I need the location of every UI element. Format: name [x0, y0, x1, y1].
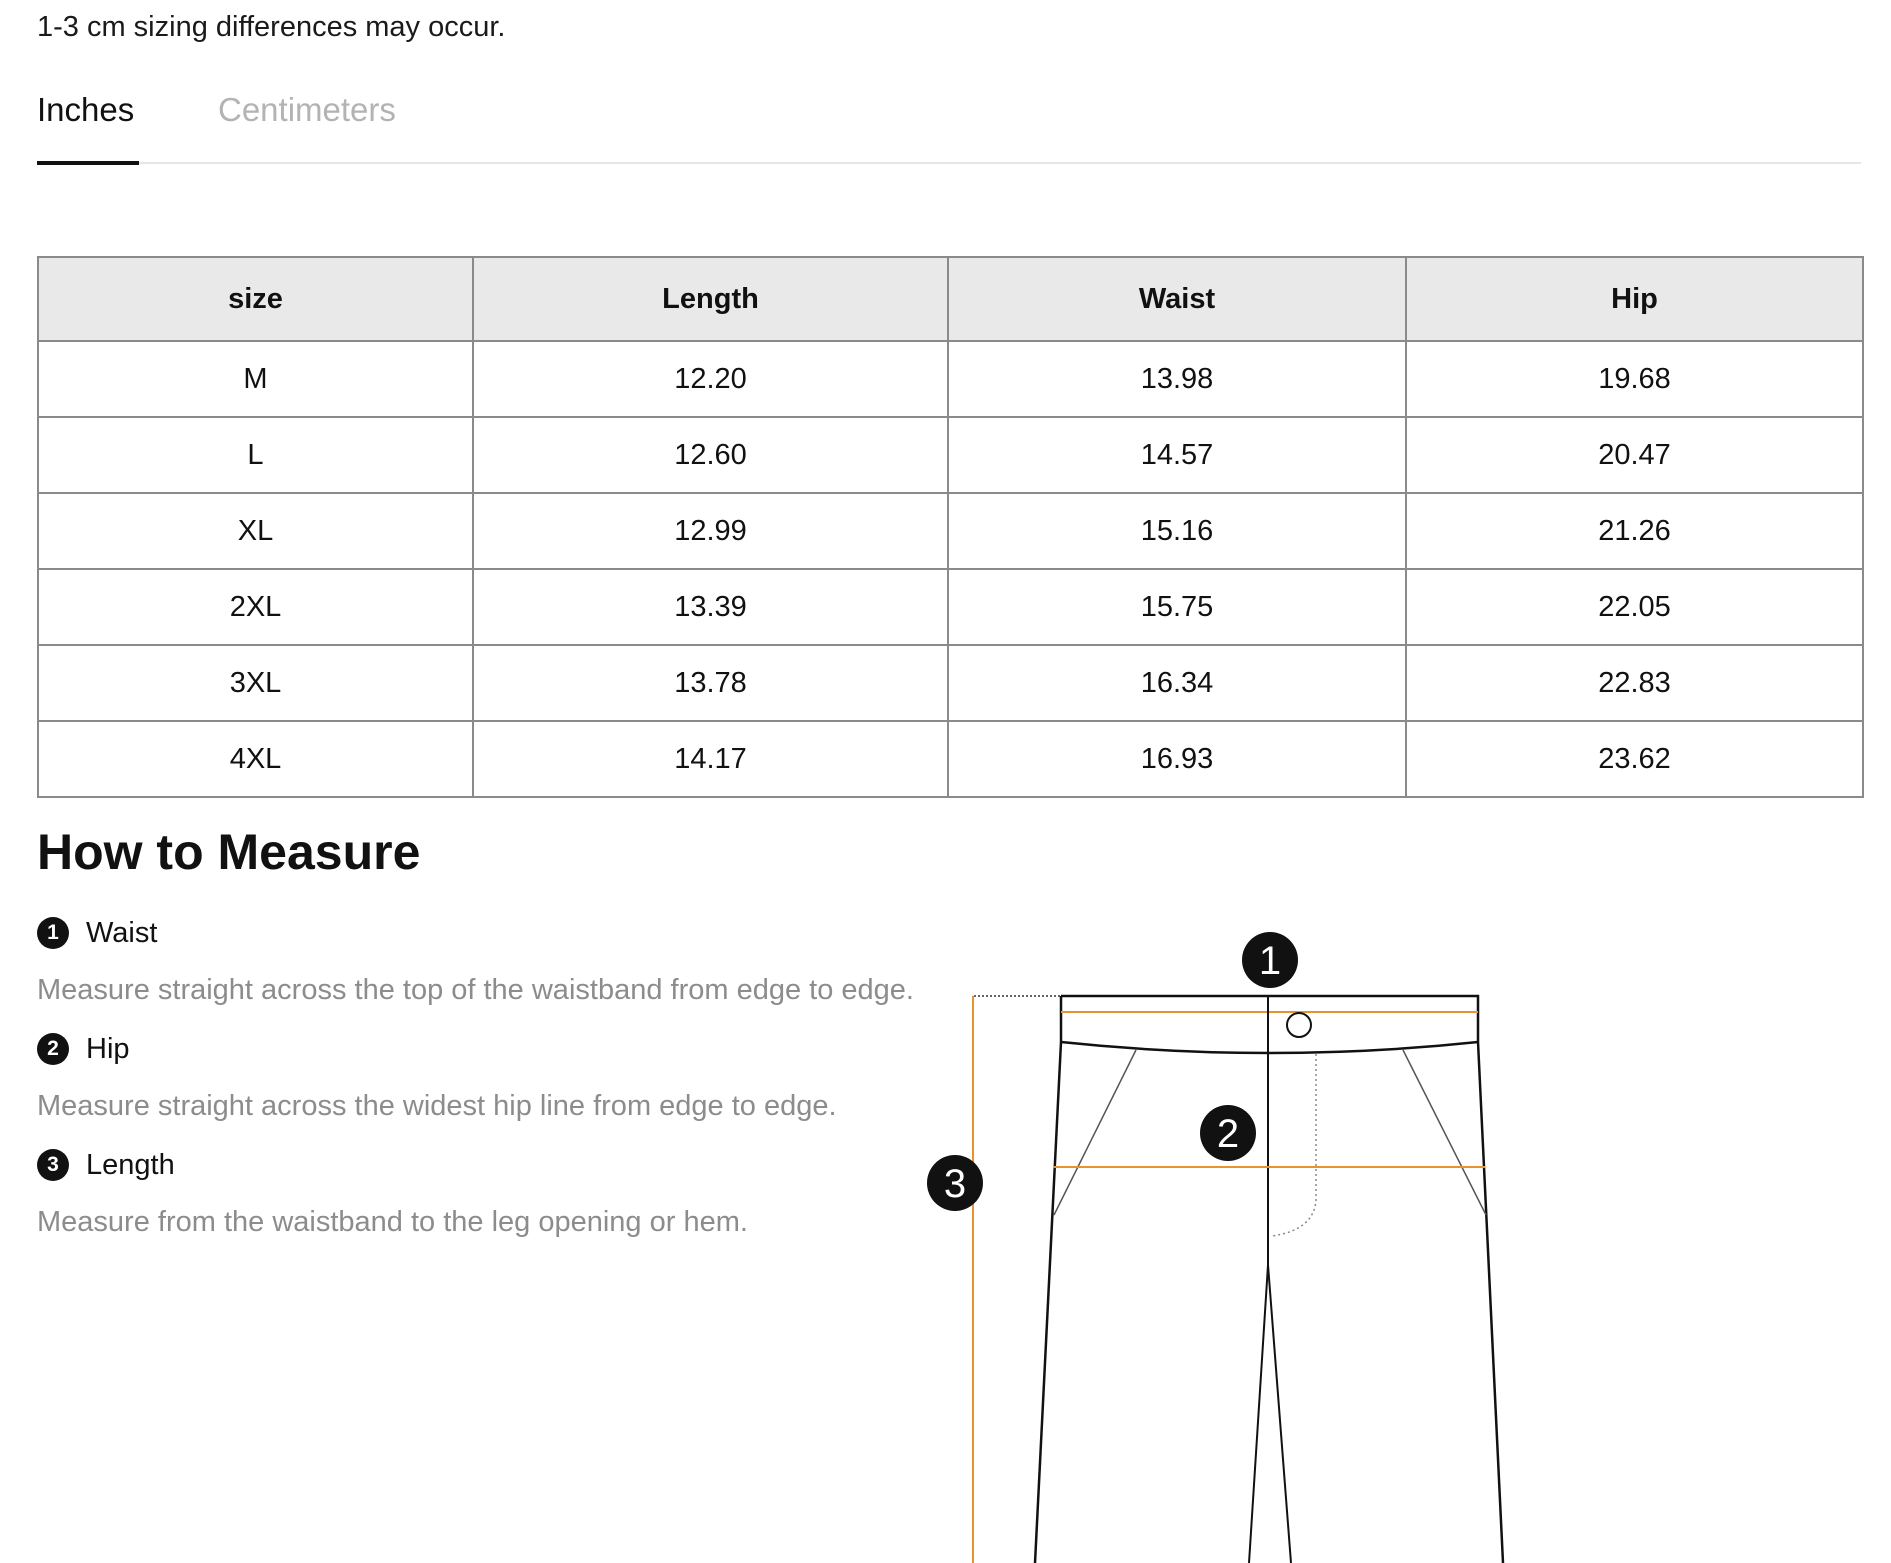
number-2-badge: 2: [37, 1033, 69, 1065]
cell-waist: 16.93: [948, 721, 1406, 797]
cell-hip: 23.62: [1406, 721, 1863, 797]
cell-length: 12.60: [473, 417, 948, 493]
tab-centimeters[interactable]: [218, 90, 396, 130]
cell-hip: 21.26: [1406, 493, 1863, 569]
garment-outline-left: [1035, 996, 1061, 1563]
cell-length: 13.78: [473, 645, 948, 721]
measure-item-label: Waist: [86, 916, 158, 949]
cell-size: 2XL: [38, 569, 473, 645]
cell-hip: 19.68: [1406, 341, 1863, 417]
diagram-marker-3: [927, 1155, 983, 1211]
table-row: [38, 645, 1863, 721]
cell-waist: 16.34: [948, 645, 1406, 721]
cell-length: 12.20: [473, 341, 948, 417]
tab-inches[interactable]: [37, 90, 134, 130]
tab-centimeters-label: Centimeters: [218, 91, 396, 128]
measure-item-description: Measure straight across the top of the waistband from edge to edge.: [37, 974, 914, 1006]
right-pocket-line: [1403, 1050, 1486, 1215]
table-row: [38, 721, 1863, 797]
table-row: [38, 493, 1863, 569]
cell-waist: 13.98: [948, 341, 1406, 417]
table-row: [38, 417, 1863, 493]
cell-waist: 15.16: [948, 493, 1406, 569]
svg-text:1: 1: [1258, 939, 1282, 983]
cell-length: 12.99: [473, 493, 948, 569]
measure-item-waist: [37, 916, 157, 950]
cell-length: 14.17: [473, 721, 948, 797]
cell-hip: 22.83: [1406, 645, 1863, 721]
garment-outline-right: [1061, 996, 1503, 1563]
button-icon: [1287, 1013, 1311, 1037]
active-tab-indicator: [37, 161, 139, 165]
cell-hip: 20.47: [1406, 417, 1863, 493]
how-to-measure-title: How to Measure: [37, 824, 421, 880]
cell-size: 4XL: [38, 721, 473, 797]
cell-waist: 14.57: [948, 417, 1406, 493]
measure-item-description: Measure straight across the widest hip line from edge to edge.: [37, 1090, 837, 1122]
cell-size: M: [38, 341, 473, 417]
diagram-marker-1: [1242, 932, 1298, 988]
table-row: [38, 569, 1863, 645]
header-length: Length: [473, 257, 948, 341]
header-waist: Waist: [948, 257, 1406, 341]
fly-stitch: [1272, 1054, 1316, 1236]
cell-hip: 22.05: [1406, 569, 1863, 645]
left-pocket-line: [1054, 1050, 1136, 1215]
measure-item-hip: [37, 1032, 130, 1066]
measure-item-label: Length: [86, 1148, 175, 1181]
size-chart-table: [37, 256, 1864, 798]
number-1-badge: 1: [37, 917, 69, 949]
cell-size: XL: [38, 493, 473, 569]
measure-item-label: Hip: [86, 1032, 130, 1065]
cell-length: 13.39: [473, 569, 948, 645]
sizing-note: 1-3 cm sizing differences may occur.: [37, 11, 506, 43]
cell-size: 3XL: [38, 645, 473, 721]
cell-size: L: [38, 417, 473, 493]
header-size: size: [38, 257, 473, 341]
diagram-marker-2: [1200, 1105, 1256, 1161]
waistband-bottom: [1061, 1042, 1478, 1053]
center-seam: [1249, 996, 1268, 1563]
tab-inches-label: Inches: [37, 91, 135, 128]
measure-item-length: [37, 1148, 175, 1182]
table-header-row: [38, 257, 1863, 341]
inseam-right: [1268, 1265, 1291, 1563]
svg-text:3: 3: [943, 1162, 967, 1206]
header-hip: Hip: [1406, 257, 1863, 341]
cell-waist: 15.75: [948, 569, 1406, 645]
number-3-badge: 3: [37, 1149, 69, 1181]
svg-text:2: 2: [1216, 1112, 1240, 1156]
measure-item-description: Measure from the waistband to the leg opening or hem.: [37, 1206, 748, 1238]
table-row: [38, 341, 1863, 417]
unit-tabs: [37, 80, 1861, 164]
shorts-measurement-diagram: [900, 920, 1540, 1563]
